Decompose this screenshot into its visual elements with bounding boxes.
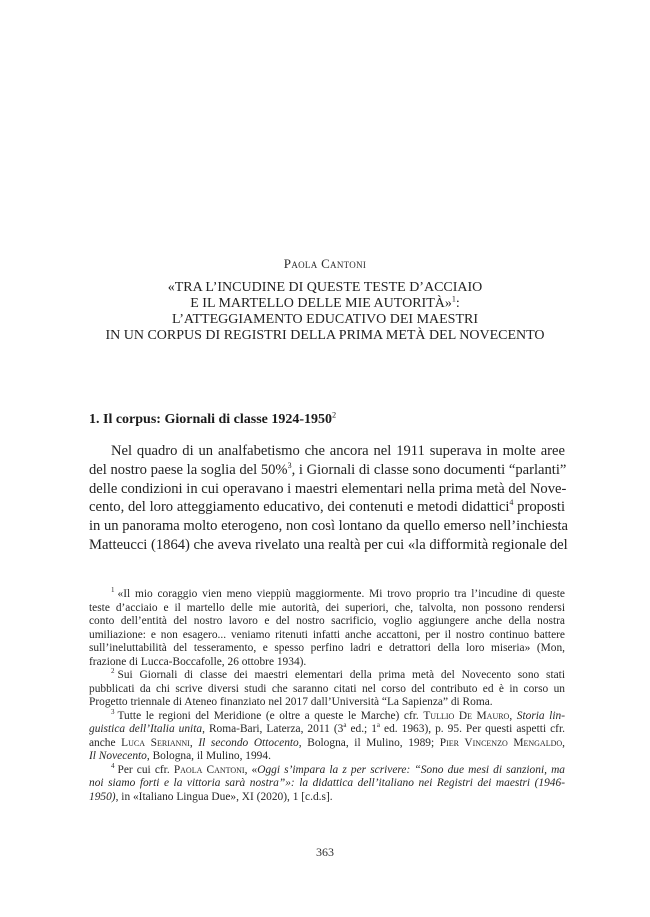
title-line-1: «TRA L’INCUDINE DI QUESTE TESTE D’ACCIAIO [167, 280, 483, 295]
footnote-3-line [89, 707, 565, 724]
page-number: 363 [316, 845, 334, 859]
footnote-ref: 3 [287, 460, 292, 470]
title-line-2-colon: : [455, 296, 460, 311]
section-heading-text: 1. Il corpus: Giornali di classe 1924-1950 [89, 412, 333, 427]
footnote-text: Per cui cfr. [117, 763, 174, 776]
footnote-1-line: teste d’acciaio e il martello delle mie autorità, dei superiori, che, talvolta, non possono rendersi [89, 601, 565, 614]
footnote-1-line: umiliazione: e non esagero... veniamo ritenuti infatti anche accattoni, per il nostro continuo battere [89, 628, 565, 641]
footnote-1-line: frazione di Lucca-Boccafolle, 26 ottobre 1934). [89, 655, 307, 668]
cited-author: Paola Cantoni [173, 763, 245, 776]
footnote-number: 1 [111, 586, 115, 595]
footnote-4-line [89, 777, 565, 791]
footnote-ref: 4 [509, 498, 514, 508]
footnote-3-line [89, 750, 565, 764]
footnote-text: , Bologna, il Mulino, 1994. [146, 750, 271, 762]
body-text-fragment: proposti [513, 499, 565, 516]
footnote-3-line [89, 737, 565, 751]
body-line [89, 498, 565, 517]
footnote-2-line: pubblicati da chi scrive diversi studi che saranno citati nel corso del contributo ed è in corso un [89, 682, 565, 695]
title-line-4: IN UN CORPUS DI REGISTRI DELLA PRIMA METÀ DEL NOVECENTO [105, 328, 545, 343]
footnote-number: 3 [111, 707, 115, 716]
ordinal-sup: a [376, 721, 381, 730]
title-line-3: L’ATTEGGIAMENTO EDUCATIVO DEI MAESTRI [171, 312, 479, 327]
body-text-fragment: , i Giornali di classe sono documenti “parlanti” [291, 461, 567, 478]
cited-title: Il Novecento [89, 750, 147, 762]
body-line [89, 461, 565, 480]
footnote-text: ed. 1963), p. 95. Per questi aspetti cfr. [380, 723, 565, 735]
footnote-number: 2 [111, 667, 115, 676]
footnote-number: 4 [111, 761, 115, 770]
cited-title: 1950) [89, 790, 116, 803]
footnote-3-line [89, 723, 565, 737]
title-line-2 [60, 296, 590, 312]
footnote-2-line: Progetto triennale di Ateneo finanziato nel 2017 dall’Università “La Sapienza” di Roma. [89, 696, 493, 708]
footnote-text: , [189, 736, 199, 749]
cited-title: noi siamo forti e la vittoria sarà nostra”»: la didattica dell’italiano nei Registri dei maestri (1946- [89, 777, 565, 789]
footnote-text: Tutte le regioni del Meridione (e oltre a queste le Marche) cfr. [117, 709, 424, 722]
footnote-text: ed.; 1 [346, 723, 377, 735]
ordinal-sup: a [343, 721, 347, 730]
section-heading [89, 412, 336, 428]
body-line: delle condizioni in cui operavano i maestri elementari nella prima metà del Nove- [89, 480, 567, 497]
footnote-1-line: conto dell’entità del nostro lavoro e del nostro sacrificio, voglio aggiungere anche della nostra [89, 615, 565, 627]
footnote-1-line [89, 588, 565, 602]
cited-title: guistica dell’Italia unita [89, 723, 203, 735]
cited-author: Luca Serianni [121, 736, 190, 749]
body-line: Nel quadro di un analfabetismo che ancora nel 1911 superava in molte aree [111, 443, 565, 459]
body-text-fragment: cento, del loro atteggiamento educativo, dei contenuti e metodi didattici [89, 499, 510, 516]
footnote-text: , [509, 709, 517, 722]
footnote-text: , in «Italiano Lingua Due», XI (2020), 1 [c.d.s]. [115, 790, 333, 803]
footnote-text: anche [89, 736, 122, 749]
author-name: Paola Cantoni [283, 256, 367, 271]
footnote-1-line: sull’ineluttabilità del tesseramento, e spesso perfino ladri e detrattori della loro miseria» (Mon, [89, 642, 565, 654]
body-paragraph [89, 442, 569, 555]
footnote-text: , « [244, 763, 258, 776]
cited-author: Pier Vincenzo Mengaldo [439, 736, 563, 749]
footnote-text: , [562, 736, 565, 749]
body-line: Matteucci (1864) che aveva rivelato una realtà per cui «la difformità regionale del [89, 536, 568, 553]
footnote-2-line [89, 669, 565, 683]
cited-title: Il secondo Ottocento [198, 736, 299, 749]
title-footnote-ref: 1 [451, 294, 456, 304]
cited-author: Tullio De Mauro [423, 709, 510, 722]
section-footnote-ref: 2 [332, 410, 337, 420]
body-line: in un panorama molto eterogeno, non così lontano da quello emerso nell’inchiesta [89, 518, 569, 535]
article-title [60, 280, 590, 344]
footnote-4-line [89, 761, 565, 778]
footnotes [89, 588, 565, 804]
footnote-text: «Il mio coraggio vien meno vieppiù maggiormente. Mi trovo proprio tra l’incudine di queste [117, 588, 565, 600]
footnote-text: Sui Giornali di classe dei maestri elementari della prima metà del Novecento sono stati [117, 669, 565, 681]
body-text-fragment: del nostro paese la soglia del 50% [89, 461, 288, 478]
title-line-2-text: E IL MARTELLO DELLE MIE AUTORITÀ» [190, 296, 452, 311]
footnote-4-line [89, 791, 565, 805]
footnote-text: , Roma-Bari, Laterza, 2011 (3 [202, 723, 344, 735]
cited-title: Storia lin- [516, 709, 565, 722]
footnote-text: , Bologna, il Mulino, 1989; [298, 736, 440, 749]
cited-title: Oggi s’impara la z per scrivere: “Sono due mesi di sanzioni, ma [257, 763, 565, 776]
